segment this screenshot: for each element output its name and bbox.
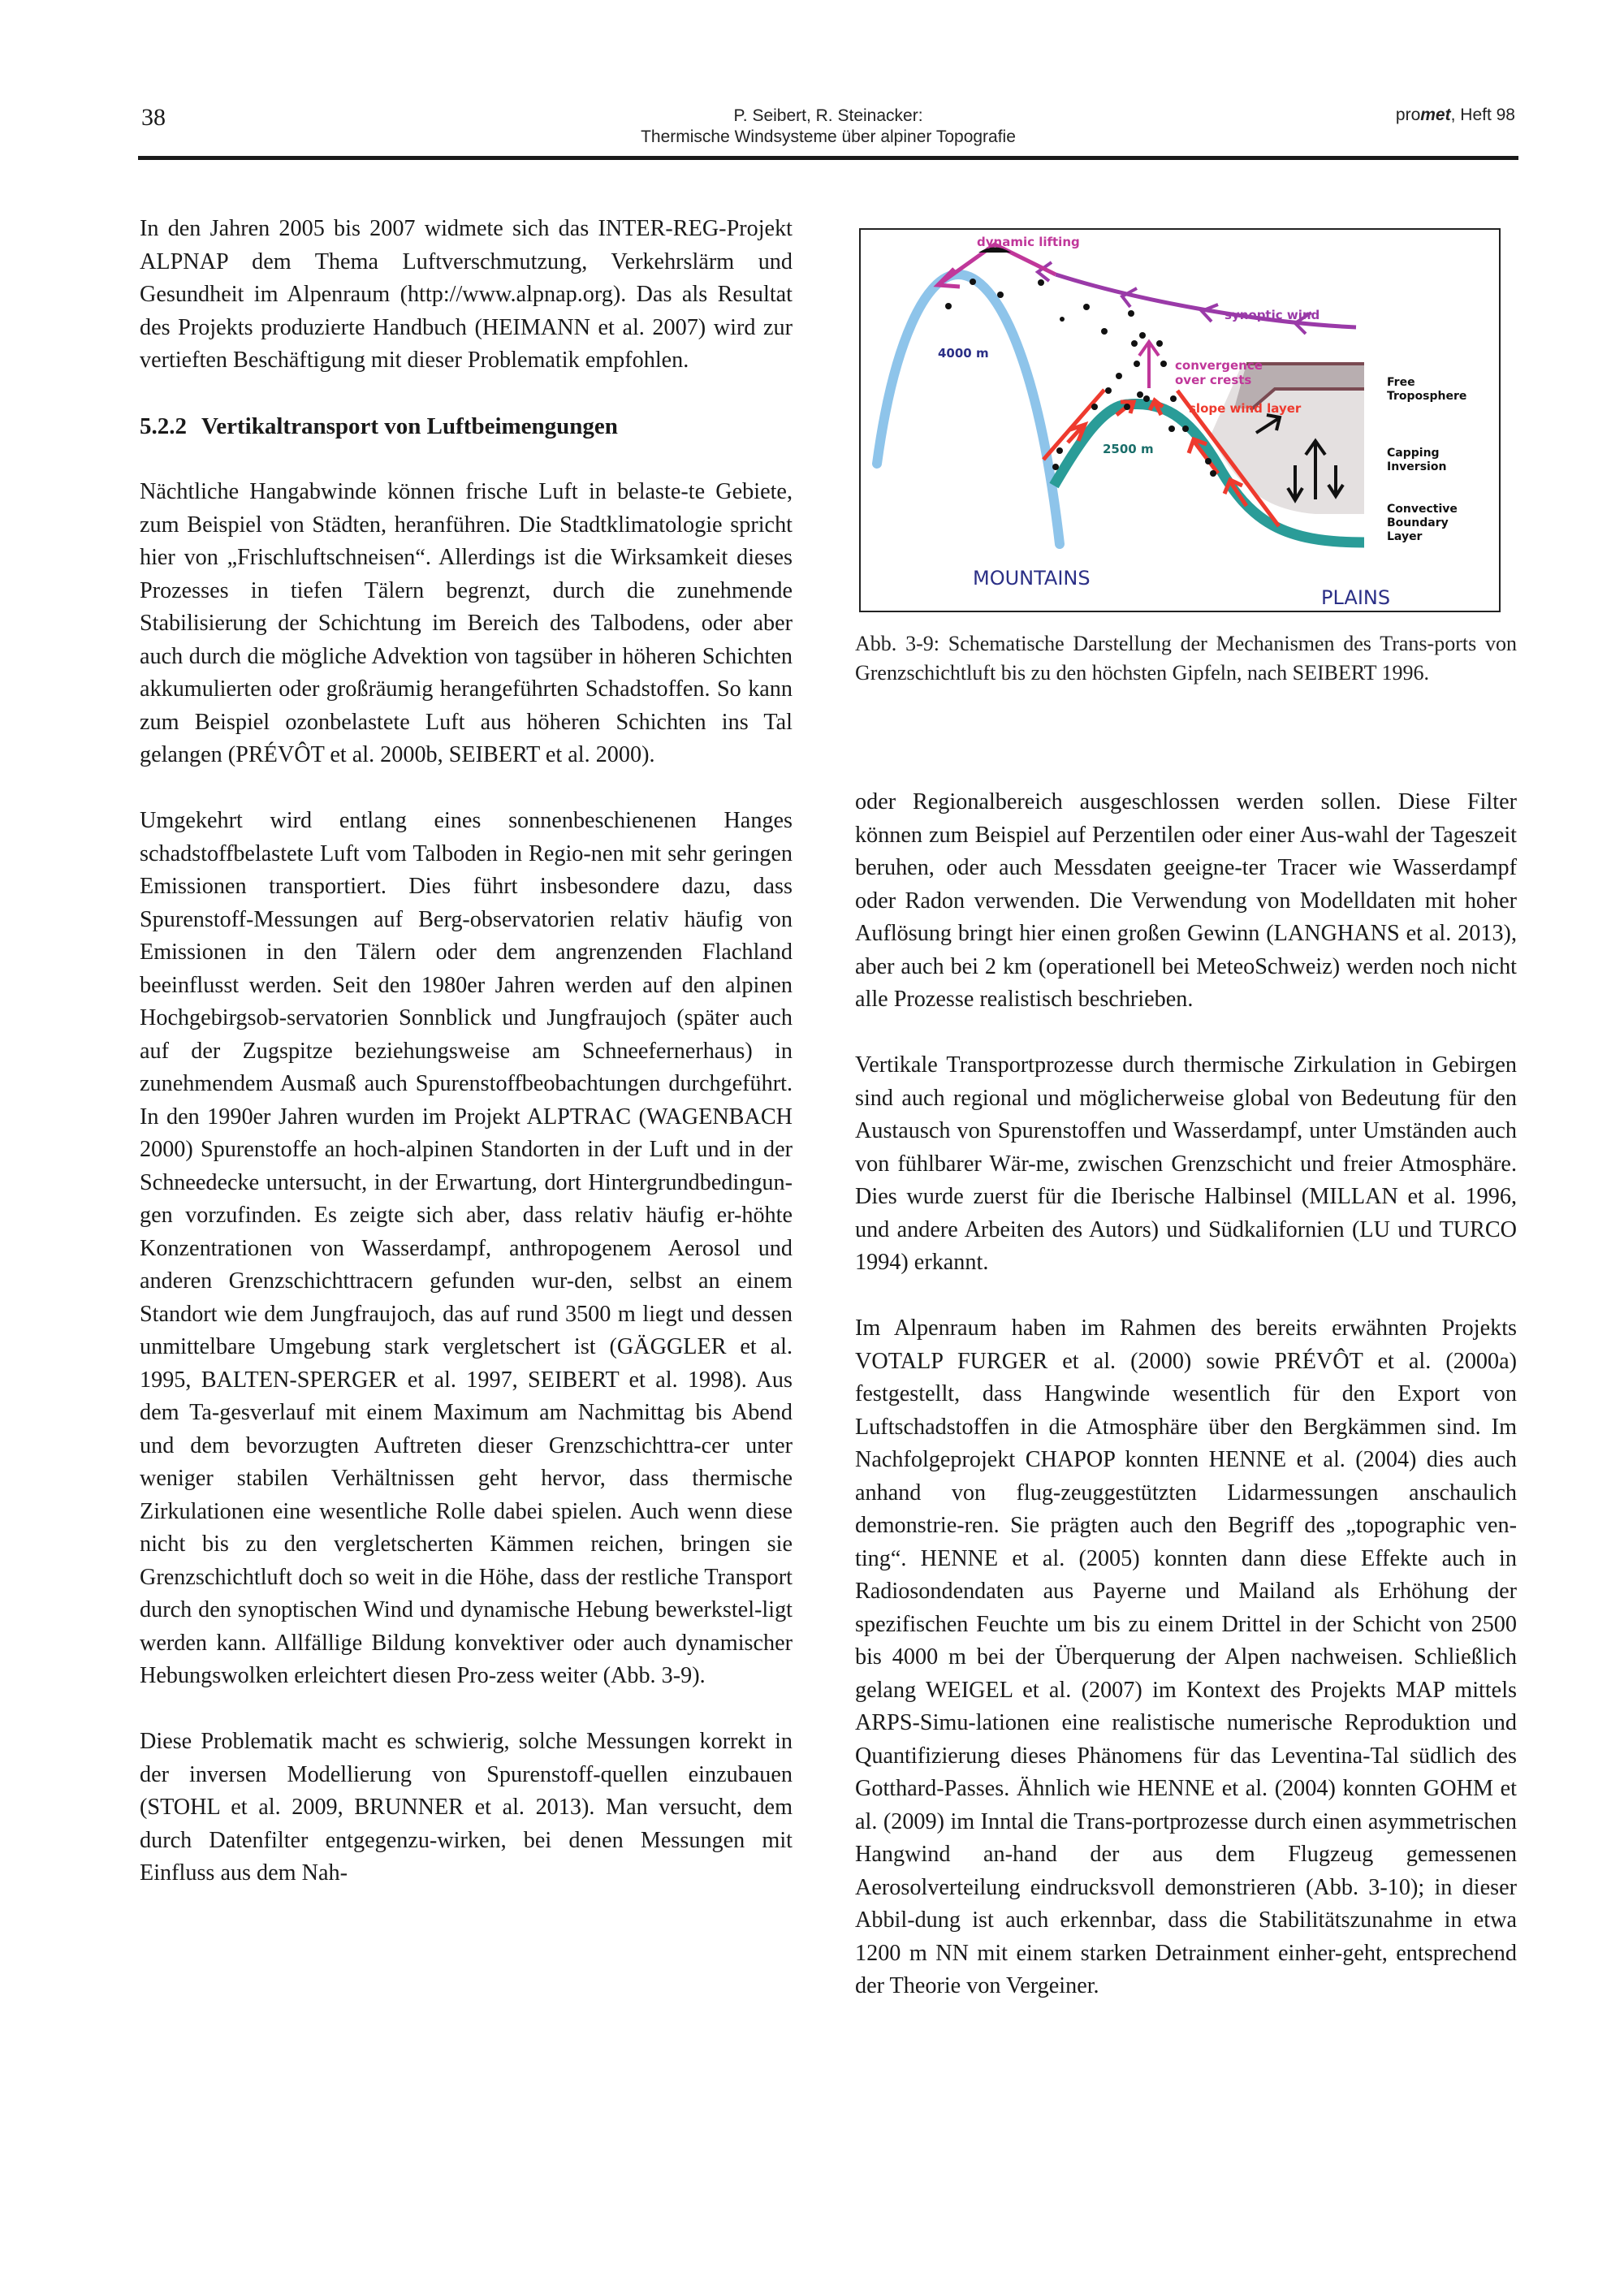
label-convergence-1: convergence	[1175, 358, 1263, 373]
paragraph: Im Alpenraum haben im Rahmen des bereits erwähnten Projekts VOTALP FURGER et al. (2000) sowie PRÉVÔT et al. (2000a) festgestellt, dass Hangwinde wesentlich für den Export von Luftschadstoffen in die Atmosphäre über den Bergkämmen sind. Im Nachfolgeprojekt CHAPOP konnten HENNE et al. (2004) dies auch anhand von flug-zeuggestützten Lidarmessungen anschaulich demonstrie-ren. Sie prägten auch den Begriff des „topographic ven-ting“. HENNE et al. (2005) konnten dann diese Effekte auch in Radiosondendaten aus Payerne und Mailand als Erhöhung der spezifischen Feuchte um bis zu einem Drittel in der Schicht von 2500 bis 4000 m bei der Überquerung der Alpen nachweisen. Schließlich gelang WEIGEL et al. (2007) im Kontext des Projekts MAP mittels ARPS-Simu-lationen eine realistische numerische Reproduktion und Quantifizierung dieses Phänomens für das Leventina-Tal südlich des Gotthard-Passes. Ähnlich wie HENNE et al. (2004) konnten GOHM et al. (2009) im Inntal die Trans-portprozesse durch einen asymmetrischen Hangwind an-hand der aus dem Flugzeug gemessenen Aerosolverteilung eindrucksvoll demonstrieren (Abb. 3-10); in dieser Abbil-dung ist auch erkennbar, dass die Stabilitätszunahme in etwa 1200 m NN mit einem starken Detrainment einher-geht, entsprechend der Theorie von Vergeiner.	[855, 1315, 1517, 1998]
label-4000m: 4000 m	[938, 346, 989, 361]
label-capping-1: Capping	[1387, 447, 1440, 460]
paragraph: Nächtliche Hangabwinde können frische Luft in belaste-te Gebiete, zum Beispiel von Städten, heranführen. Die Stadtklimatologie spricht hier von „Frischluftschneisen“. Allerdings ist die Wirksamkeit dieses Prozesses in tiefen Tälern begrenzt, durch die zunehmende Stabilisierung der Schichtung im Bereich des Talbodens, oder aber auch durch die mögliche Advektion von tagsüber in höheren Schichten akkumulierten oder großräumig herangeführten Schadstoffen. So kann zum Beispiel ozonbelastete Luft aus höheren Schichten ins Tal gelangen (PRÉVÔT et al. 2000b, SEIBERT et al. 2000).	[140, 479, 793, 767]
mechanism-diagram	[861, 230, 1499, 611]
page-number: 38	[141, 104, 166, 131]
header-rule	[138, 156, 1518, 160]
figure-caption: Abb. 3-9: Schematische Darstellung der Mechanismen des Trans-ports von Grenzschichtluft bis zu den höchsten Gipfeln, nach SEIBERT 1996.	[855, 632, 1517, 685]
section-number: 5.2.2	[140, 413, 187, 439]
right-column	[855, 786, 1517, 2036]
article-title: Thermische Windsysteme über alpiner Topografie	[641, 127, 1016, 146]
paragraph: Diese Problematik macht es schwierig, solche Messungen korrekt in der inversen Modellierung von Spurenstoff-quellen einzubauen (STOHL et al. 2009, BRUNNER et al. 2013). Man versucht, dem durch Datenfilter entgegenzu-wirken, bei denen Messungen mit Einfluss aus dem Nah-	[140, 1729, 793, 1886]
label-dynamic-lifting: dynamic lifting	[977, 235, 1080, 249]
journal-issue: promet, Heft 98	[1395, 106, 1515, 124]
paragraph: Vertikale Transportprozesse durch thermische Zirkulation in Gebirgen sind auch regional und möglicherweise global von Bedeutung für den Austausch von Spurenstoffen und Wasserdampf, unter Umständen auch von fühlbarer Wär-me, zwischen Grenzschicht und freier Atmosphäre. Dies wurde zuerst für die Iberische Halbinsel (MILLAN et al. 1996, und andere Arbeiten des Autors) und Südkalifornien (LU und TURCO 1994) erkannt.	[855, 1052, 1517, 1275]
section-heading	[140, 410, 793, 443]
running-header	[138, 104, 1518, 154]
label-slope-wind-layer: slope wind layer	[1189, 401, 1302, 416]
section-title: Vertikaltransport von Luftbeimengungen	[201, 413, 618, 439]
label-2500m: 2500 m	[1103, 442, 1154, 456]
authors: P. Seibert, R. Steinacker:	[733, 106, 923, 125]
left-column	[140, 213, 793, 1923]
label-capping-2: Inversion	[1387, 460, 1447, 473]
running-title	[138, 106, 1518, 148]
mountain-4000-outline	[877, 274, 1060, 544]
figure-3-9	[859, 228, 1501, 612]
label-free-troposphere-1: Free	[1387, 376, 1415, 389]
paragraph: Umgekehrt wird entlang eines sonnenbeschienenen Hanges schadstoffbelastete Luft vom Talboden in Regio-nen mit sehr geringen Emissionen transportiert. Dies führt insbesondere dazu, dass Spurenstoff-Messungen auf Berg-observatorien relativ häufig von Emissionen in den Tälern oder dem angrenzenden Flachland beeinflusst werden. Seit den 1980er Jahren werden auf den alpinen Hochgebirgsob-servatorien Sonnblick und Jungfraujoch (später auch auf der Zugspitze beziehungsweise am Schneefernerhaus) in zunehmendem Ausmaß auch Spurenstoffbeobachtungen durchgeführt. In den 1990er Jahren wurden im Projekt ALPTRAC (WAGENBACH 2000) Spurenstoffe an hoch-alpinen Standorten in der Luft und in der Schneedecke untersucht, in der Erwartung, dort Hintergrundbedingun-gen vorzufinden. Es zeigte sich aber, dass relativ häufig er-höhte Konzentrationen von Wasserdampf, anthropogenem Aerosol und anderen Grenzschichttracern gefunden wur-den, selbst an einem Standort wie dem Jungfraujoch, das auf rund 3500 m liegt und dessen unmittelbare Umgebung stark vergletschert ist (GÄGGLER et al. 1995, BALTEN-SPERGER et al. 1997, SEIBERT et al. 1998). Aus dem Ta-gesverlauf mit einem Maximum am Nachmittag bis Abend und dem bevorzugten Auftreten dieser Grenzschichttra-cer unter weniger stabilen Verhältnissen geht hervor, dass thermische Zirkulationen eine wesentliche Rolle dabei spielen. Auch wenn diese nicht bis zu den vergletscherten Kämmen reichen, bringen sie Grenzschichtluft doch so weit in die Höhe, dass der restliche Transport durch den synoptischen Wind und dynamische Hebung bewerkstel-ligt werden kann. Allfällige Bildung konvektiver oder auch dynamischer Hebungswolken erleichtert diesen Pro-zess weiter (Abb. 3-9).	[140, 808, 793, 1688]
label-convergence-2: over crests	[1175, 373, 1252, 387]
label-cbl-2: Boundary	[1387, 516, 1449, 529]
label-cbl-1: Convective	[1387, 503, 1458, 516]
paragraph: In den Jahren 2005 bis 2007 widmete sich das INTER-REG-Projekt ALPNAP dem Thema Luftverschmutzung, Verkehrslärm und Gesundheit im Alpenraum (http://www.alpnap.org). Das als Resultat des Projekts produzierte Handbuch (HEIMANN et al. 2007) wird zur vertieften Beschäftigung mit dieser Problematik empfohlen.	[140, 216, 793, 373]
paragraph: oder Regionalbereich ausgeschlossen werden sollen. Diese Filter können zum Beispiel auf Perzentilen oder einer Aus-wahl der Tageszeit beruhen, oder auch Messdaten geeigne-ter Tracer wie Wasserdampf oder Radon verwenden. Die Verwendung von Modelldaten mit hoher Auflösung bringt hier einen großen Gewinn (LANGHANS et al. 2013), aber auch bei 2 km (operationell bei MeteoSchweiz) werden noch nicht alle Prozesse realistisch beschrieben.	[855, 789, 1517, 1012]
label-mountains: MOUNTAINS	[973, 567, 1091, 590]
label-synoptic-wind: synoptic wind	[1224, 308, 1320, 322]
label-plains: PLAINS	[1321, 586, 1391, 609]
label-cbl-3: Layer	[1387, 530, 1423, 543]
label-free-troposphere-2: Troposphere	[1387, 390, 1467, 403]
